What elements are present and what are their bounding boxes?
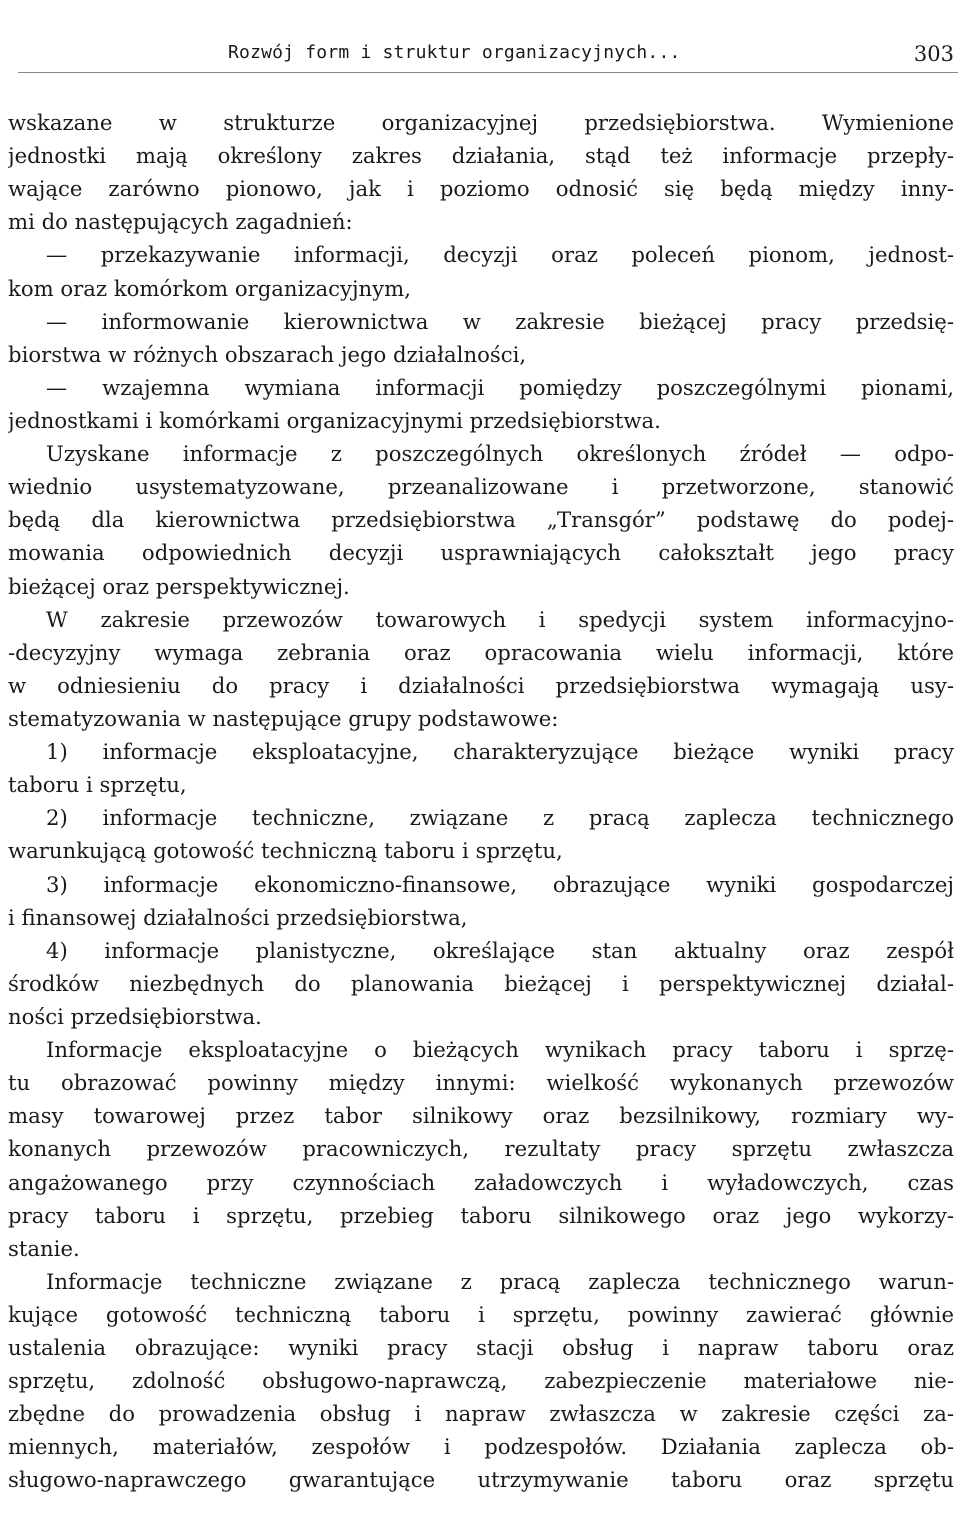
text-line: i finansowej działalności przedsiębiorstwa, <box>8 904 468 930</box>
text-line: miennych, materiałów, zespołów i podzespołów. Działania zaplecza ob- <box>8 1434 954 1460</box>
text-line: kujące gotowość techniczną taboru i sprzętu, powinny zawierać głównie <box>8 1301 954 1327</box>
text-line: warunkującą gotowość techniczną taboru i sprzętu, <box>8 838 563 864</box>
text-line: wające zarówno pionowo, jak i poziomo odnosić się będą między inny- <box>8 176 954 202</box>
page-number: 303 <box>913 42 954 66</box>
text-line: 2) informacje techniczne, związane z pracą zaplecza technicznego <box>46 805 954 831</box>
text-line: sprzętu, zdolność obsługowo-naprawczą, zabezpieczenie materiałowe nie- <box>8 1368 954 1394</box>
text-line: — przekazywanie informacji, decyzji oraz poleceń pionom, jednost- <box>46 242 954 268</box>
text-line: wskazane w strukturze organizacyjnej przedsiębiorstwa. Wymienione <box>8 110 954 135</box>
text-line: bieżącej oraz perspektywicznej. <box>8 573 350 599</box>
text-line: będą dla kierownictwa przedsiębiorstwa „Transgór” podstawę do podej- <box>8 507 954 533</box>
text-line: jednostki mają określony zakres działania, stąd też informacje przepły- <box>8 143 954 169</box>
text-line: zbędne do prowadzenia obsług i napraw zwłaszcza w zakresie części za- <box>8 1401 954 1427</box>
text-line: Informacje techniczne związane z pracą zaplecza technicznego warun- <box>46 1268 954 1294</box>
text-line: tu obrazować powinny między innymi: wielkość wykonanych przewozów <box>8 1070 954 1096</box>
text-line: stematyzowania w następujące grupy podstawowe: <box>8 705 559 731</box>
text-line: ności przedsiębiorstwa. <box>8 1003 262 1029</box>
text-line: mowania odpowiednich decyzji usprawniających całokształt jego pracy <box>8 540 954 566</box>
text-line: Informacje eksploatacyjne o bieżących wynikach pracy taboru i sprzę- <box>46 1037 954 1063</box>
text-line: taboru i sprzętu, <box>8 772 187 798</box>
running-head: Rozwój form i struktur organizacyjnych... <box>228 42 681 63</box>
text-line: jednostkami i komórkami organizacyjnymi przedsiębiorstwa. <box>8 407 661 433</box>
page-header <box>0 0 960 90</box>
text-line: angażowanego przy czynnościach załadowczych i wyładowczych, czas <box>8 1169 954 1195</box>
text-line: W zakresie przewozów towarowych i spedycji system informacyjno- <box>46 606 954 632</box>
text-line: 1) informacje eksploatacyjne, charakteryzujące bieżące wyniki pracy <box>46 739 954 765</box>
text-line: środków niezbędnych do planowania bieżącej i perspektywicznej działal- <box>8 970 954 996</box>
text-line: wiednio usystematyzowane, przeanalizowane i przetworzone, stanowić <box>8 474 954 500</box>
text-line: masy towarowej przez tabor silnikowy oraz bezsilnikowy, rozmiary wy- <box>8 1103 954 1129</box>
text-line: kom oraz komórkom organizacyjnym, <box>8 275 411 301</box>
text-line: biorstwa w różnych obszarach jego działalności, <box>8 341 527 367</box>
text-line: — wzajemna wymiana informacji pomiędzy poszczególnymi pionami, <box>46 374 954 400</box>
text-line: konanych przewozów pracowniczych, rezultaty pracy sprzętu zwłaszcza <box>8 1136 954 1162</box>
header-rule <box>18 72 958 73</box>
text-line: Uzyskane informacje z poszczególnych określonych źródeł — odpo- <box>46 441 954 467</box>
text-line: -decyzyjny wymaga zebrania oraz opracowania wielu informacji, które <box>8 639 954 665</box>
text-line: sługowo-naprawczego gwarantujące utrzymywanie taboru oraz sprzętu <box>8 1467 954 1493</box>
text-line: mi do następujących zagadnień: <box>8 209 353 235</box>
text-line: ustalenia obrazujące: wyniki pracy stacji obsług i napraw taboru oraz <box>8 1335 954 1361</box>
body-text <box>8 106 954 1497</box>
text-line: 3) informacje ekonomiczno-finansowe, obrazujące wyniki gospodarczej <box>46 871 954 897</box>
text-line: w odniesieniu do pracy i działalności przedsiębiorstwa wymagają usy- <box>8 672 954 698</box>
text-line: 4) informacje planistyczne, określające stan aktualny oraz zespół <box>46 937 954 963</box>
text-line: pracy taboru i sprzętu, przebieg taboru silnikowego oraz jego wykorzy- <box>8 1202 954 1228</box>
text-line: — informowanie kierownictwa w zakresie bieżącej pracy przedsię- <box>46 308 954 334</box>
text-line: stanie. <box>8 1235 80 1261</box>
